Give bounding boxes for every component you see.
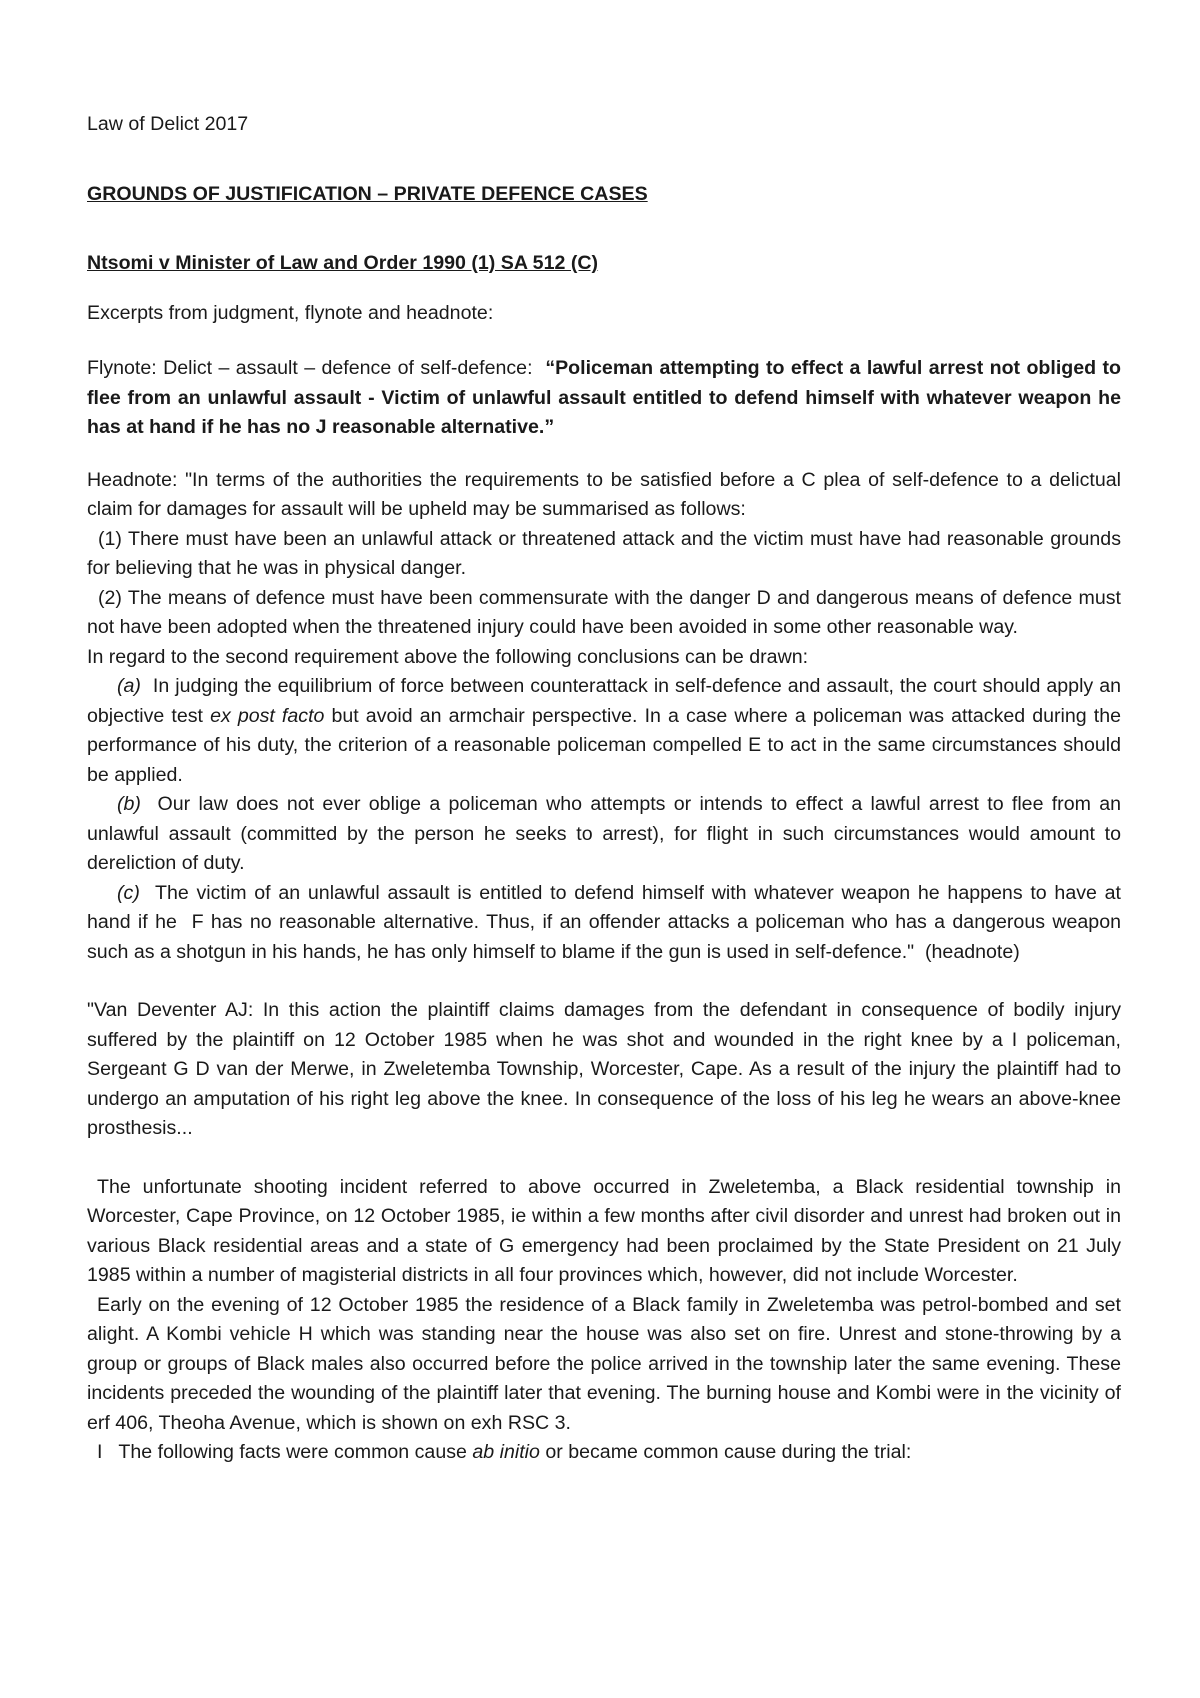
case-name: Ntsomi v Minister of Law and Order 1990 (1) SA 512 (C) (87, 252, 599, 274)
document-title: GROUNDS OF JUSTIFICATION – PRIVATE DEFENCE CASES (87, 182, 648, 205)
conclusion-a-italic: ex post facto (210, 704, 325, 727)
flynote (87, 354, 1121, 443)
conclusion-a-text-2: but avoid an armchair perspective. In a case where a policeman was attacked during the performance of his duty, the criterion of a reasonable policeman compelled E to act in the same circumstances should be applied. (87, 704, 1121, 786)
conclusion-a-label: (a) (117, 675, 141, 697)
conclusion-c-text: The victim of an unlawful assault is entitled to defend himself with whatever weapon he happens to have at hand if he F has no reasonable alternative. Thus, if an offender attacks a policeman who has a dangerous weapon such as a shotgun in his hands, he has only himself to blame if the gun is used in self-defence." (headnote) (87, 881, 1127, 963)
judgment-paragraph-3: Early on the evening of 12 October 1985 the residence of a Black family in Zweletemba was petrol-bombed and set alight. A Kombi vehicle H which was standing near the house was also set on fire. Unrest and stone-throwing by a group or groups of Black males also occurred before the police arrived in the township later the same evening. These incidents preceded the wounding of the plaintiff later that evening. The burning house and Kombi were in the vicinity of erf 406, Theoha Avenue, which is shown on exh RSC 3. (87, 1293, 1121, 1434)
judgment-paragraph-4 (87, 1438, 1121, 1468)
judgment-paragraph-2: The unfortunate shooting incident referred to above occurred in Zweletemba, a Black residential township in Worcester, Cape Province, on 12 October 1985, ie within a few months after civil disorder and unrest had broken out in various Black residential areas and a state of G emergency had been proclaimed by the State President on 21 July 1985 within a number of magisterial districts in all four provinces which, however, did not include Worcester. (87, 1175, 1121, 1286)
spacer (87, 209, 1121, 238)
conclusion-b-label: (b) (117, 793, 141, 815)
excerpts-line: Excerpts from judgment, flynote and headnote: (87, 301, 494, 324)
conclusion-a (87, 672, 1127, 790)
spacer (87, 1144, 1121, 1173)
judgment-p4-italic: ab initio (472, 1441, 540, 1463)
requirement-2: (2) The means of defence must have been commensurate with the danger D and dangerous means of defence must not have been adopted when the threatened injury could have been avoided in some other reasonable way. (87, 586, 1121, 638)
flynote-label: Flynote: Delict – assault – defence of self-defence: (87, 357, 546, 379)
headnote-intro: Headnote: "In terms of the authorities the requirements to be satisfied before a C plea of self-defence to a delictual claim for damages for assault will be upheld may be summarised as follows: (87, 468, 1121, 520)
document-header: Law of Delict 2017 (87, 113, 249, 135)
flynote-text: “Policeman attempting to effect a lawful arrest not obliged to flee from an unlawful assault - Victim of unlawful assault entitled to defend himself with whatever weapon he has at hand if he has no J reasonable alternative.” (87, 357, 1121, 438)
judgment-paragraph-1: "Van Deventer AJ: In this action the plaintiff claims damages from the defendant in consequence of bodily injury suffered by the plaintiff on 12 October 1985 when he was shot and wounded in the right knee by a I policeman, Sergeant G D van der Merwe, in Zweletemba Township, Worcester, Cape. As a result of the injury the plaintiff had to undergo an amputation of his right leg above the knee. In consequence of the loss of his leg he wears an above-knee prosthesis... (87, 999, 1121, 1139)
second-requirement-intro: In regard to the second requirement above the following conclusions can be drawn: (87, 645, 809, 668)
conclusion-b-text: Our law does not ever oblige a policeman who attempts or intends to effect a lawful arrest to flee from an unlawful assault (committed by the person he seeks to arrest), for flight in such circumstances would amount to dereliction of duty. (87, 793, 1127, 874)
requirement-1: (1) There must have been an unlawful attack or threatened attack and the victim must have had reasonable grounds for believing that he was in physical danger. (87, 527, 1121, 579)
judgment-p4-text-2: or became common cause during the trial: (539, 1441, 912, 1463)
conclusion-c (87, 879, 1127, 968)
spacer (87, 140, 1121, 169)
judgment-p4-text-1: I The following facts were common cause (97, 1441, 473, 1463)
spacer (87, 967, 1121, 996)
conclusion-c-label: (c) (117, 881, 140, 904)
conclusion-b (87, 790, 1127, 879)
document-page (87, 110, 1127, 1468)
conclusion-a-text-1: In judging the equilibrium of force between counterattack in self-defence and assault, the court should apply an objective test (87, 675, 1127, 727)
